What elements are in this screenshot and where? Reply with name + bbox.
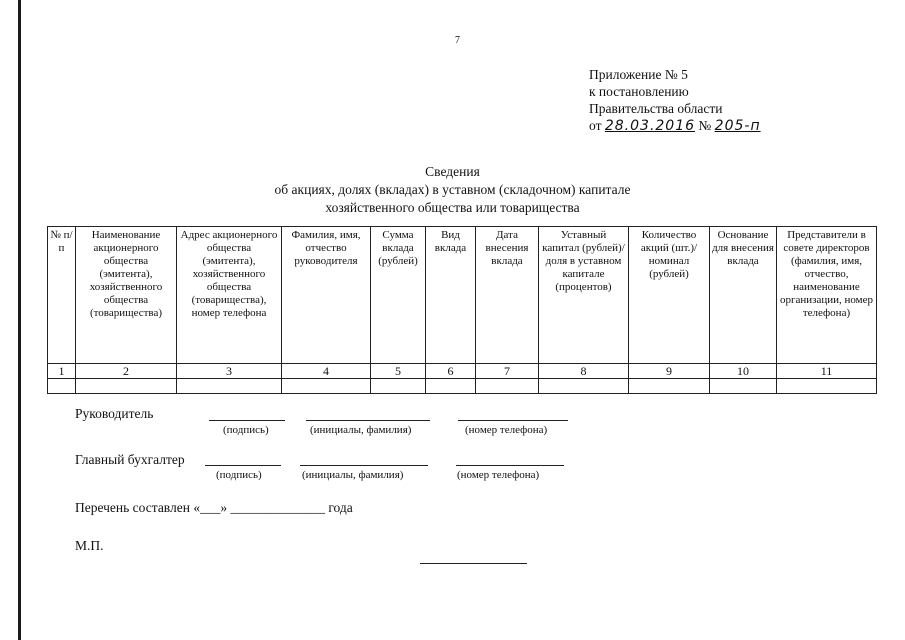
column-header: Дата внесения вклада — [476, 227, 539, 364]
column-header: Наименование акционерного общества (эмитента), хозяйственного общества (товарищества) — [76, 227, 177, 364]
handwritten-date: 28.03.2016 — [604, 118, 696, 134]
accountant-signature-line — [205, 465, 281, 466]
empty-cell — [426, 379, 476, 394]
annex-line-3: Правительства области — [589, 101, 723, 116]
column-number: 11 — [777, 364, 877, 379]
column-number: 8 — [539, 364, 629, 379]
heading-line-3: хозяйственного общества или товарищества — [325, 200, 580, 215]
column-header: Представители в совете директоров (фамилия, имя, отчество, наименование организации, номер телефона) — [777, 227, 877, 364]
annex-title: Приложение № 5 — [589, 67, 688, 82]
column-number: 6 — [426, 364, 476, 379]
column-header: № п/п — [48, 227, 76, 364]
head-label: Руководитель — [75, 406, 154, 421]
accountant-phone-line — [456, 465, 564, 466]
column-number: 10 — [710, 364, 777, 379]
empty-cell — [777, 379, 877, 394]
column-number: 4 — [282, 364, 371, 379]
column-header: Сумма вклада (рублей) — [371, 227, 426, 364]
head-phone-caption: (номер телефона) — [465, 424, 548, 436]
empty-cell — [76, 379, 177, 394]
page-number: 7 — [455, 35, 460, 46]
accountant-initials-caption: (инициалы, фамилия) — [302, 469, 404, 481]
head-signature-line — [209, 420, 285, 421]
handwritten-number: 205-п — [714, 118, 761, 134]
column-header: Вид вклада — [426, 227, 476, 364]
empty-cell — [282, 379, 371, 394]
annex-block — [589, 66, 761, 135]
shares-table — [47, 226, 877, 394]
accountant-signature-caption: (подпись) — [216, 469, 262, 481]
heading-line-2: об акциях, долях (вкладах) в уставном (складочном) капитале — [274, 182, 631, 197]
column-header: Адрес акционерного общества (эмитента), хозяйственного общества (товарищества), номер телефона — [177, 227, 282, 364]
accountant-phone-caption: (номер телефона) — [457, 469, 540, 481]
column-number: 7 — [476, 364, 539, 379]
heading-title: Сведения — [425, 164, 480, 179]
compiled-date-line: Перечень составлен «___» ______________ года — [75, 500, 353, 515]
document-heading — [0, 163, 905, 217]
empty-cell — [476, 379, 539, 394]
bottom-line — [420, 563, 527, 564]
scan-border — [18, 0, 21, 640]
stamp-place: М.П. — [75, 538, 104, 553]
head-signature-caption: (подпись) — [223, 424, 269, 436]
accountant-label: Главный бухгалтер — [75, 452, 185, 467]
annex-date-row — [589, 117, 761, 135]
head-phone-line — [458, 420, 568, 421]
column-number: 1 — [48, 364, 76, 379]
head-initials-caption: (инициалы, фамилия) — [310, 424, 412, 436]
empty-cell — [48, 379, 76, 394]
column-header: Уставный капитал (рублей)/ доля в уставном капитале (процентов) — [539, 227, 629, 364]
empty-cell — [177, 379, 282, 394]
date-prefix: от — [589, 118, 602, 133]
empty-cell — [371, 379, 426, 394]
column-number: 3 — [177, 364, 282, 379]
empty-cell — [629, 379, 710, 394]
accountant-name-line — [300, 465, 428, 466]
column-header: Количество акций (шт.)/ номинал (рублей) — [629, 227, 710, 364]
head-name-line — [306, 420, 430, 421]
column-header: Фамилия, имя, отчество руководителя — [282, 227, 371, 364]
column-number-row — [48, 364, 877, 379]
annex-line-2: к постановлению — [589, 84, 689, 99]
column-header: Основание для внесения вклада — [710, 227, 777, 364]
number-sign: № — [698, 118, 712, 133]
column-number: 5 — [371, 364, 426, 379]
column-number: 9 — [629, 364, 710, 379]
table-row — [48, 379, 877, 394]
empty-cell — [539, 379, 629, 394]
empty-cell — [710, 379, 777, 394]
column-number: 2 — [76, 364, 177, 379]
table-header-row — [48, 227, 877, 364]
